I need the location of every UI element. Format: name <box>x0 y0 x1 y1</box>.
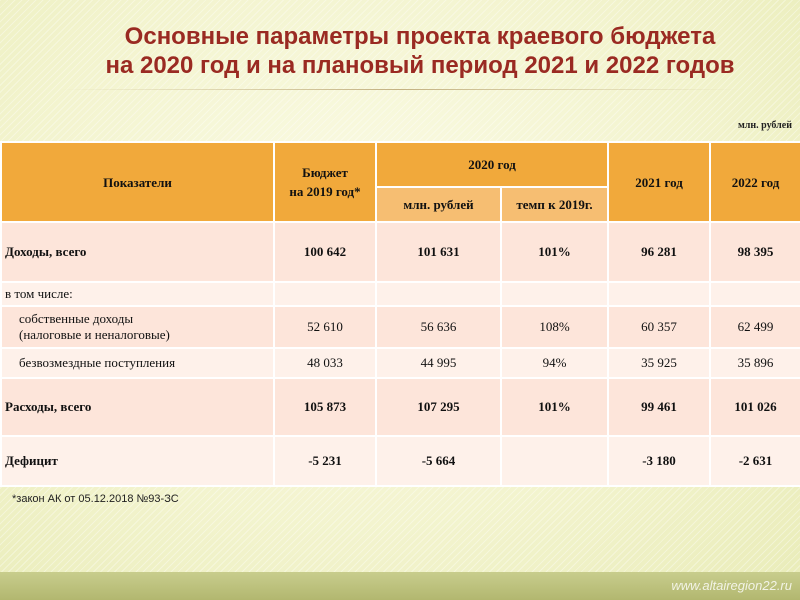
cell-2020-value: 56 636 <box>376 306 501 348</box>
cell-budget-2019: -5 231 <box>274 436 376 486</box>
cell-2020-value: -5 664 <box>376 436 501 486</box>
cell-2022-value: 35 896 <box>710 348 800 378</box>
cell-2021-value: -3 180 <box>608 436 710 486</box>
cell-2021-value: 35 925 <box>608 348 710 378</box>
cell-2020-value <box>376 282 501 306</box>
table-row-including <box>1 282 800 306</box>
table-row-revenue-total <box>1 222 800 282</box>
page-title <box>50 22 790 80</box>
watermark: www.altairegion22.ru <box>671 578 792 593</box>
header-indicators: Показатели <box>1 142 274 222</box>
cell-budget-2019: 48 033 <box>274 348 376 378</box>
table-row-expenses-total <box>1 378 800 436</box>
cell-2020-value: 101 631 <box>376 222 501 282</box>
cell-2020-rate: 94% <box>501 348 608 378</box>
cell-budget-2019: 100 642 <box>274 222 376 282</box>
cell-2021-value: 99 461 <box>608 378 710 436</box>
table-row-own-revenue <box>1 306 800 348</box>
row-label: безвозмездные поступления <box>1 348 274 378</box>
cell-2020-value: 44 995 <box>376 348 501 378</box>
row-label: Дефицит <box>1 436 274 486</box>
header-year-2021: 2021 год <box>608 142 710 222</box>
footnote: *закон АК от 05.12.2018 №93-ЗС <box>12 493 179 505</box>
cell-2021-value <box>608 282 710 306</box>
table-row-deficit <box>1 436 800 486</box>
cell-2020-rate: 101% <box>501 378 608 436</box>
cell-2022-value <box>710 282 800 306</box>
budget-table <box>0 141 800 487</box>
header-budget-2019-line2: на 2019 год* <box>289 184 361 199</box>
cell-budget-2019 <box>274 282 376 306</box>
header-year-2022: 2022 год <box>710 142 800 222</box>
title-line-1: Основные параметры проекта краевого бюджета <box>124 23 716 50</box>
row-label: в том числе: <box>1 282 274 306</box>
header-mln-rub: млн. рублей <box>376 187 501 222</box>
row-label-line1: собственные доходы <box>19 311 134 326</box>
row-label <box>1 306 274 348</box>
cell-2020-value: 107 295 <box>376 378 501 436</box>
table-row-gratuitous <box>1 348 800 378</box>
title-divider <box>60 89 740 90</box>
row-label-line2: (налоговые и неналоговые) <box>19 327 170 342</box>
cell-2020-rate <box>501 436 608 486</box>
cell-2022-value: 98 395 <box>710 222 800 282</box>
title-line-2: на 2020 год и на плановый период 2021 и 2022 годов <box>105 52 735 79</box>
cell-2020-rate <box>501 282 608 306</box>
cell-budget-2019: 105 873 <box>274 378 376 436</box>
header-rate-vs-2019: темп к 2019г. <box>501 187 608 222</box>
units-label: млн. рублей <box>737 120 792 131</box>
cell-2022-value: 101 026 <box>710 378 800 436</box>
header-budget-2019 <box>274 142 376 222</box>
cell-2020-rate: 101% <box>501 222 608 282</box>
row-label: Доходы, всего <box>1 222 274 282</box>
cell-budget-2019: 52 610 <box>274 306 376 348</box>
cell-2022-value: 62 499 <box>710 306 800 348</box>
cell-2022-value: -2 631 <box>710 436 800 486</box>
header-year-2020: 2020 год <box>376 142 608 187</box>
header-budget-2019-line1: Бюджет <box>302 165 348 180</box>
cell-2021-value: 96 281 <box>608 222 710 282</box>
cell-2021-value: 60 357 <box>608 306 710 348</box>
row-label: Расходы, всего <box>1 378 274 436</box>
cell-2020-rate: 108% <box>501 306 608 348</box>
